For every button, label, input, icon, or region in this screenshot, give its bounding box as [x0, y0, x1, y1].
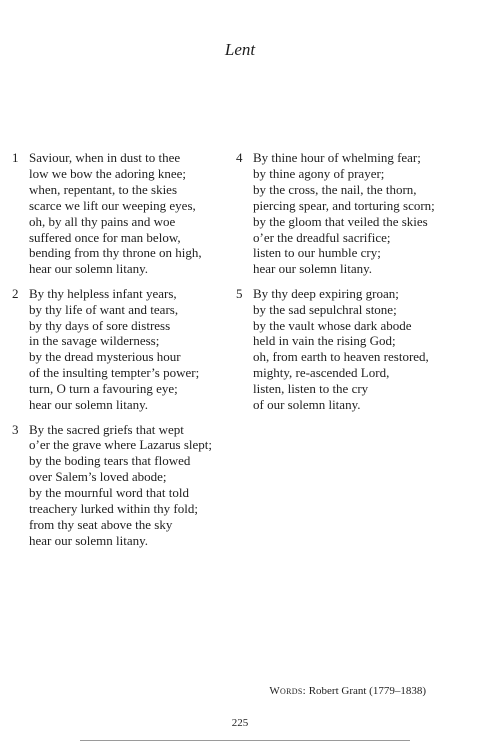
verse-5 — [236, 286, 435, 413]
credit-label: Words: — [269, 685, 306, 697]
verses-column-right — [236, 150, 435, 422]
verse-3 — [12, 422, 212, 549]
verse-line: of our solemn litany. — [253, 397, 361, 413]
words-credit — [269, 685, 426, 697]
verse-line: By thy deep expiring groan; — [253, 285, 399, 301]
verse-line: by the sad sepulchral stone; — [253, 301, 397, 317]
verse-2 — [12, 286, 212, 413]
verse-line: by thy life of want and tears, — [29, 301, 179, 317]
verse-line: hear our solemn litany. — [29, 261, 149, 277]
verse-line: by the mournful word that told — [29, 485, 189, 501]
verse-line: by the gloom that veiled the skies — [253, 213, 428, 229]
verse-line: By thy helpless infant years, — [29, 285, 177, 301]
verse-line: in the savage wilderness; — [29, 333, 160, 349]
verse-line: by the boding tears that flowed — [29, 453, 191, 469]
verse-line: listen to our humble cry; — [253, 245, 381, 261]
hymn-title: Lent — [224, 40, 256, 59]
verse-line: oh, from earth to heaven restored, — [253, 349, 429, 365]
verse-line: o’er the grave where Lazarus slept; — [29, 437, 212, 453]
verse-number: 5 — [236, 285, 243, 301]
verse-line: hear our solemn litany. — [29, 532, 149, 548]
verse-line: from thy seat above the sky — [29, 516, 173, 532]
verse-line: when, repentant, to the skies — [29, 181, 178, 197]
verse-line: over Salem’s loved abode; — [29, 469, 167, 485]
verse-line: low we bow the adoring knee; — [29, 165, 187, 181]
verse-number: 1 — [12, 150, 19, 165]
verse-line: listen, listen to the cry — [253, 381, 369, 397]
verse-line: turn, O turn a favouring eye; — [29, 381, 178, 397]
verse-line: held in vain the rising God; — [253, 333, 396, 349]
verse-1 — [12, 150, 212, 277]
verse-line: By the sacred griefs that wept — [29, 421, 184, 437]
page-bottom-rule — [80, 740, 410, 741]
verse-line: bending from thy throne on high, — [29, 245, 202, 261]
verse-line: by the dread mysterious hour — [29, 349, 181, 365]
verse-line: o’er the dreadful sacrifice; — [253, 229, 391, 245]
verse-number: 2 — [12, 285, 19, 301]
verse-line: of the insulting tempter’s power; — [29, 365, 200, 381]
verse-line: by the vault whose dark abode — [253, 317, 412, 333]
verse-line: mighty, re-ascended Lord, — [253, 365, 390, 381]
verses-column-left — [12, 150, 212, 557]
page-number: 225 — [231, 717, 249, 729]
verse-line: hear our solemn litany. — [253, 261, 373, 277]
verse-4 — [236, 150, 435, 277]
verse-line: by thy days of sore distress — [29, 317, 171, 333]
verse-number: 4 — [236, 150, 243, 165]
verse-line: Saviour, when in dust to thee — [29, 150, 181, 165]
verse-line: by the cross, the nail, the thorn, — [253, 181, 417, 197]
credit-author: Robert Grant (1779–1838) — [308, 685, 426, 697]
verse-line: by thine agony of prayer; — [253, 165, 385, 181]
verse-line: scarce we lift our weeping eyes, — [29, 197, 196, 213]
verse-line: suffered once for man below, — [29, 229, 181, 245]
verse-line: By thine hour of whelming fear; — [253, 150, 421, 165]
verse-line: piercing spear, and torturing scorn; — [253, 197, 435, 213]
verse-line: oh, by all thy pains and woe — [29, 213, 176, 229]
verse-line: hear our solemn litany. — [29, 397, 149, 413]
verse-number: 3 — [12, 421, 19, 437]
verse-line: treachery lurked within thy fold; — [29, 501, 198, 517]
